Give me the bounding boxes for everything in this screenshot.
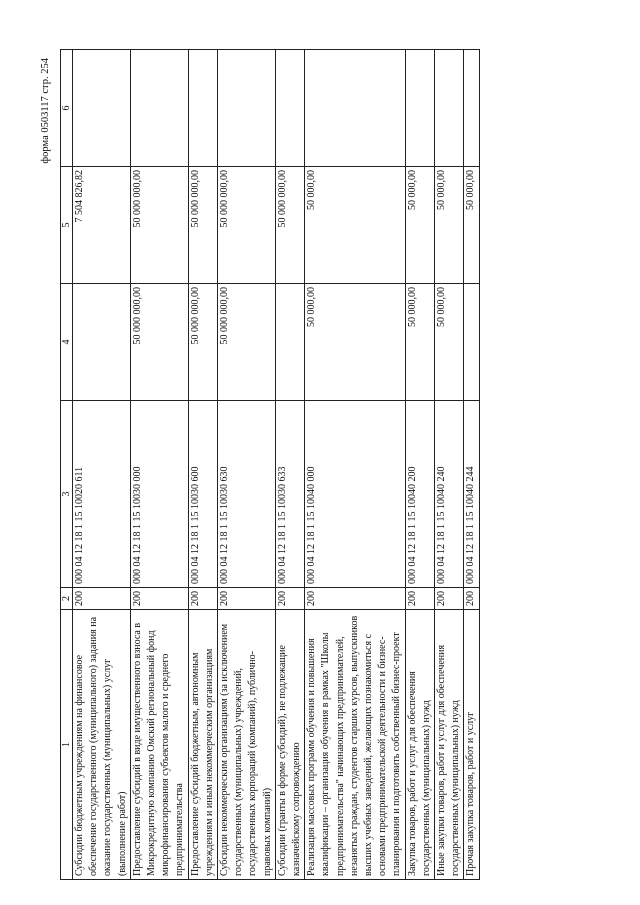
row-approved: 50 000,00 <box>305 284 405 401</box>
row-approved: 50 000,00 <box>405 284 434 401</box>
row-budget-code: 000 04 12 18 1 15 10040 240 <box>435 401 464 588</box>
row-line-code: 200 <box>218 588 276 610</box>
row-line-code: 200 <box>405 588 434 610</box>
row-name: Закупка товаров, работ и услуг для обеспечения государственных (муниципальных) нужд <box>405 610 434 880</box>
row-name: Предоставление субсидий бюджетным, автономным учреждениям и иным некоммерческим организациям <box>188 610 217 880</box>
row-line-code: 200 <box>73 588 131 610</box>
table-row <box>464 50 479 880</box>
table-row <box>275 50 304 880</box>
row-unexecuted <box>305 50 405 167</box>
header-col-4: 4 <box>61 284 73 401</box>
row-budget-code: 000 04 12 18 1 15 10030 633 <box>275 401 304 588</box>
table-row <box>435 50 464 880</box>
row-unexecuted <box>130 50 188 167</box>
row-approved: 50 000,00 <box>435 284 464 401</box>
row-executed: 50 000,00 <box>464 167 479 284</box>
row-executed: 50 000,00 <box>405 167 434 284</box>
row-executed: 50 000 000,00 <box>275 167 304 284</box>
row-line-code: 200 <box>305 588 405 610</box>
row-approved: 50 000 000,00 <box>188 284 217 401</box>
header-col-5: 5 <box>61 167 73 284</box>
header-col-6: 6 <box>61 50 73 167</box>
row-name: Иные закупки товаров, работ и услуг для обеспечения государственных (муниципальных) нужд <box>435 610 464 880</box>
row-executed: 50 000,00 <box>305 167 405 284</box>
header-col-1: 1 <box>61 610 73 880</box>
table-row <box>188 50 217 880</box>
row-approved <box>464 284 479 401</box>
row-name: Предоставление субсидий в виде имущественного взноса в Микрокредитную компанию Омский региональный фонд микрофинансирования субъектов малого и среднего предпринимательства <box>130 610 188 880</box>
row-budget-code: 000 04 12 18 1 15 10020 611 <box>73 401 131 588</box>
row-name: Прочая закупка товаров, работ и услуг <box>464 610 479 880</box>
row-executed: 7 504 826,82 <box>73 167 131 284</box>
row-executed: 50 000 000,00 <box>218 167 276 284</box>
row-line-code: 200 <box>130 588 188 610</box>
header-col-2: 2 <box>61 588 73 610</box>
row-budget-code: 000 04 12 18 1 15 10030 000 <box>130 401 188 588</box>
row-unexecuted <box>275 50 304 167</box>
table-row <box>73 50 131 880</box>
rotated-page <box>40 38 618 880</box>
row-budget-code: 000 04 12 18 1 15 10040 244 <box>464 401 479 588</box>
row-executed: 50 000 000,00 <box>130 167 188 284</box>
form-label: форма 0503117 стр. 254 <box>40 58 51 164</box>
row-unexecuted <box>188 50 217 167</box>
row-line-code: 200 <box>464 588 479 610</box>
row-name: Субсидии бюджетным учреждениям на финансовое обеспечение государственного (муниципального) задания на оказание государственных (муниципальных) услуг (выполнение работ) <box>73 610 131 880</box>
table-row <box>405 50 434 880</box>
row-unexecuted <box>435 50 464 167</box>
table-row <box>305 50 405 880</box>
header-col-3: 3 <box>61 401 73 588</box>
row-budget-code: 000 04 12 18 1 15 10030 600 <box>188 401 217 588</box>
row-unexecuted <box>464 50 479 167</box>
row-approved <box>73 284 131 401</box>
table-row <box>218 50 276 880</box>
row-approved: 50 000 000,00 <box>130 284 188 401</box>
row-budget-code: 000 04 12 18 1 15 10040 200 <box>405 401 434 588</box>
row-name: Субсидии некоммерческим организациям (за исключением государственных (муниципальных) учреждений, государственных корпораций (компаний), публично-правовых компаний) <box>218 610 276 880</box>
row-budget-code: 000 04 12 18 1 15 10040 000 <box>305 401 405 588</box>
row-line-code: 200 <box>275 588 304 610</box>
row-name: Реализация массовых программ обучения и повышения квалификации – организация обучения в рамках "Школы предпринимательства" начинающих предпринимателей, незанятых граждан, студентов старших курсов, выпускников высших учебных заведений, желающих познакомиться с основами предпринимательской деятельности и бизнес-планирования и подготовить собственный бизнес-проект <box>305 610 405 880</box>
row-approved: 50 000 000,00 <box>218 284 276 401</box>
row-approved <box>275 284 304 401</box>
row-unexecuted <box>73 50 131 167</box>
row-line-code: 200 <box>188 588 217 610</box>
table-row <box>130 50 188 880</box>
row-executed: 50 000,00 <box>435 167 464 284</box>
budget-table <box>60 49 480 880</box>
row-unexecuted <box>218 50 276 167</box>
row-budget-code: 000 04 12 18 1 15 10030 630 <box>218 401 276 588</box>
row-executed: 50 000 000,00 <box>188 167 217 284</box>
row-line-code: 200 <box>435 588 464 610</box>
row-name: Субсидии (гранты в форме субсидий), не подлежащие казначейскому сопровождению <box>275 610 304 880</box>
header-row <box>61 50 73 880</box>
row-unexecuted <box>405 50 434 167</box>
